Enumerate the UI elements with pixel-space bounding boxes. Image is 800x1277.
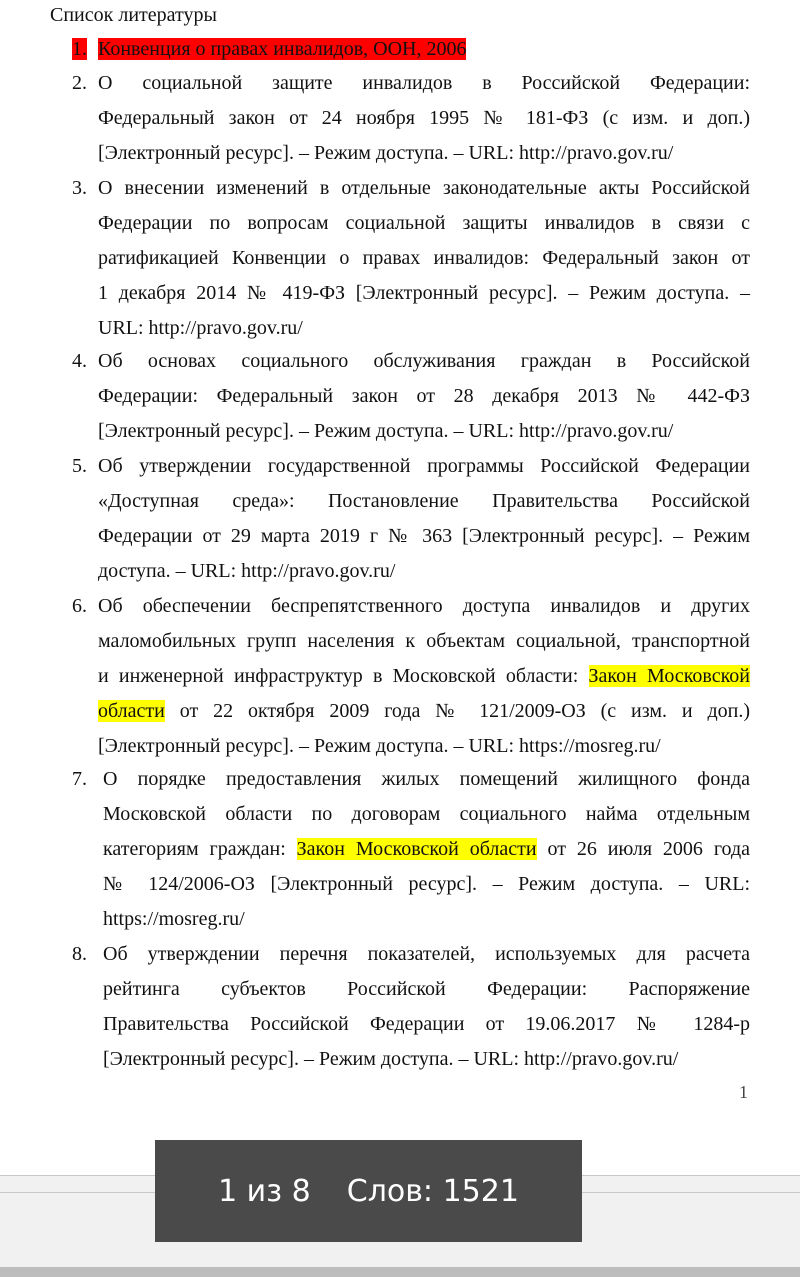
yellow-highlight: Закон Московской [588,665,750,687]
list-item: Об утверждении перечня показателей, используемых для расчета рейтинга субъектов Российской Федерации: Распоряжение Правительства Российской Федерации от 19.06.2017 № 1284-р [Электронный ресурс]. – Режим доступа. – URL: http://pravo.gov.ru/ [103,943,750,1070]
list-item [98,32,750,67]
yellow-highlight: области [98,700,165,722]
list-number: 4. [72,350,87,372]
yellow-highlight: Закон Московской области [296,838,537,860]
list-number: 8. [72,943,87,965]
word-count: Слов: 1521 [346,1173,519,1209]
list-number: 2. [72,72,87,94]
page-number: 1 [739,1082,748,1102]
list-item: Об утверждении государственной программы Российской Федерации «Доступная среда»: Постановление Правительства Российской Федерации от 29 марта 2019 г № 363 [Электронный ресурс]. – Режим доступа. – URL: http://pravo.gov.ru/ [98,455,750,582]
list-number: 6. [72,595,87,617]
bottom-bar [0,1267,800,1277]
red-highlight: Конвенция о правах инвалидов, ООН, 2006 [98,38,467,60]
list-number: 5. [72,455,87,477]
status-toast [155,1140,582,1242]
list-number: 3. [72,177,87,199]
list-item: О порядке предоставления жилых помещений жилищного фонда Московской области по договорам социального найма отдельным категориям граждан: Закон Московской области от 26 июля 2006 года № 124/2006-ОЗ [Электронный ресурс]. – Режим доступа. – URL: https://mosreg.ru/ [103,768,750,930]
page-title: Список литературы [50,4,217,26]
list-number: 7. [72,768,87,790]
list-item: О социальной защите инвалидов в Российской Федерации: Федеральный закон от 24 ноября 1995 № 181-ФЗ (с изм. и доп.) [Электронный ресурс]. – Режим доступа. – URL: http://pravo.gov.ru/ [98,72,750,164]
list-number: 1. [72,38,87,60]
list-item: Об обеспечении беспрепятственного доступа инвалидов и других маломобильных групп населения к объектам социальной, транспортной и инженерной инфраструктур в Московской области: Закон Московской области от 22 октября 2009 года № 121/2009-ОЗ (с изм. и доп.) [Электронный ресурс]. – Режим доступа. – URL: https://mosreg.ru/ [98,595,750,757]
list-item: О внесении изменений в отдельные законодательные акты Российской Федерации по вопросам социальной защиты инвалидов в связи с ратификацией Конвенции о правах инвалидов: Федеральный закон от 1 декабря 2014 № 419-ФЗ [Электронный ресурс]. – Режим доступа. – URL: http://pravo.gov.ru/ [98,177,750,339]
page-position: 1 из 8 [218,1173,311,1209]
list-item: Об основах социального обслуживания граждан в Российской Федерации: Федеральный закон от 28 декабря 2013 № 442-ФЗ [Электронный ресурс]. – Режим доступа. – URL: http://pravo.gov.ru/ [98,350,750,442]
